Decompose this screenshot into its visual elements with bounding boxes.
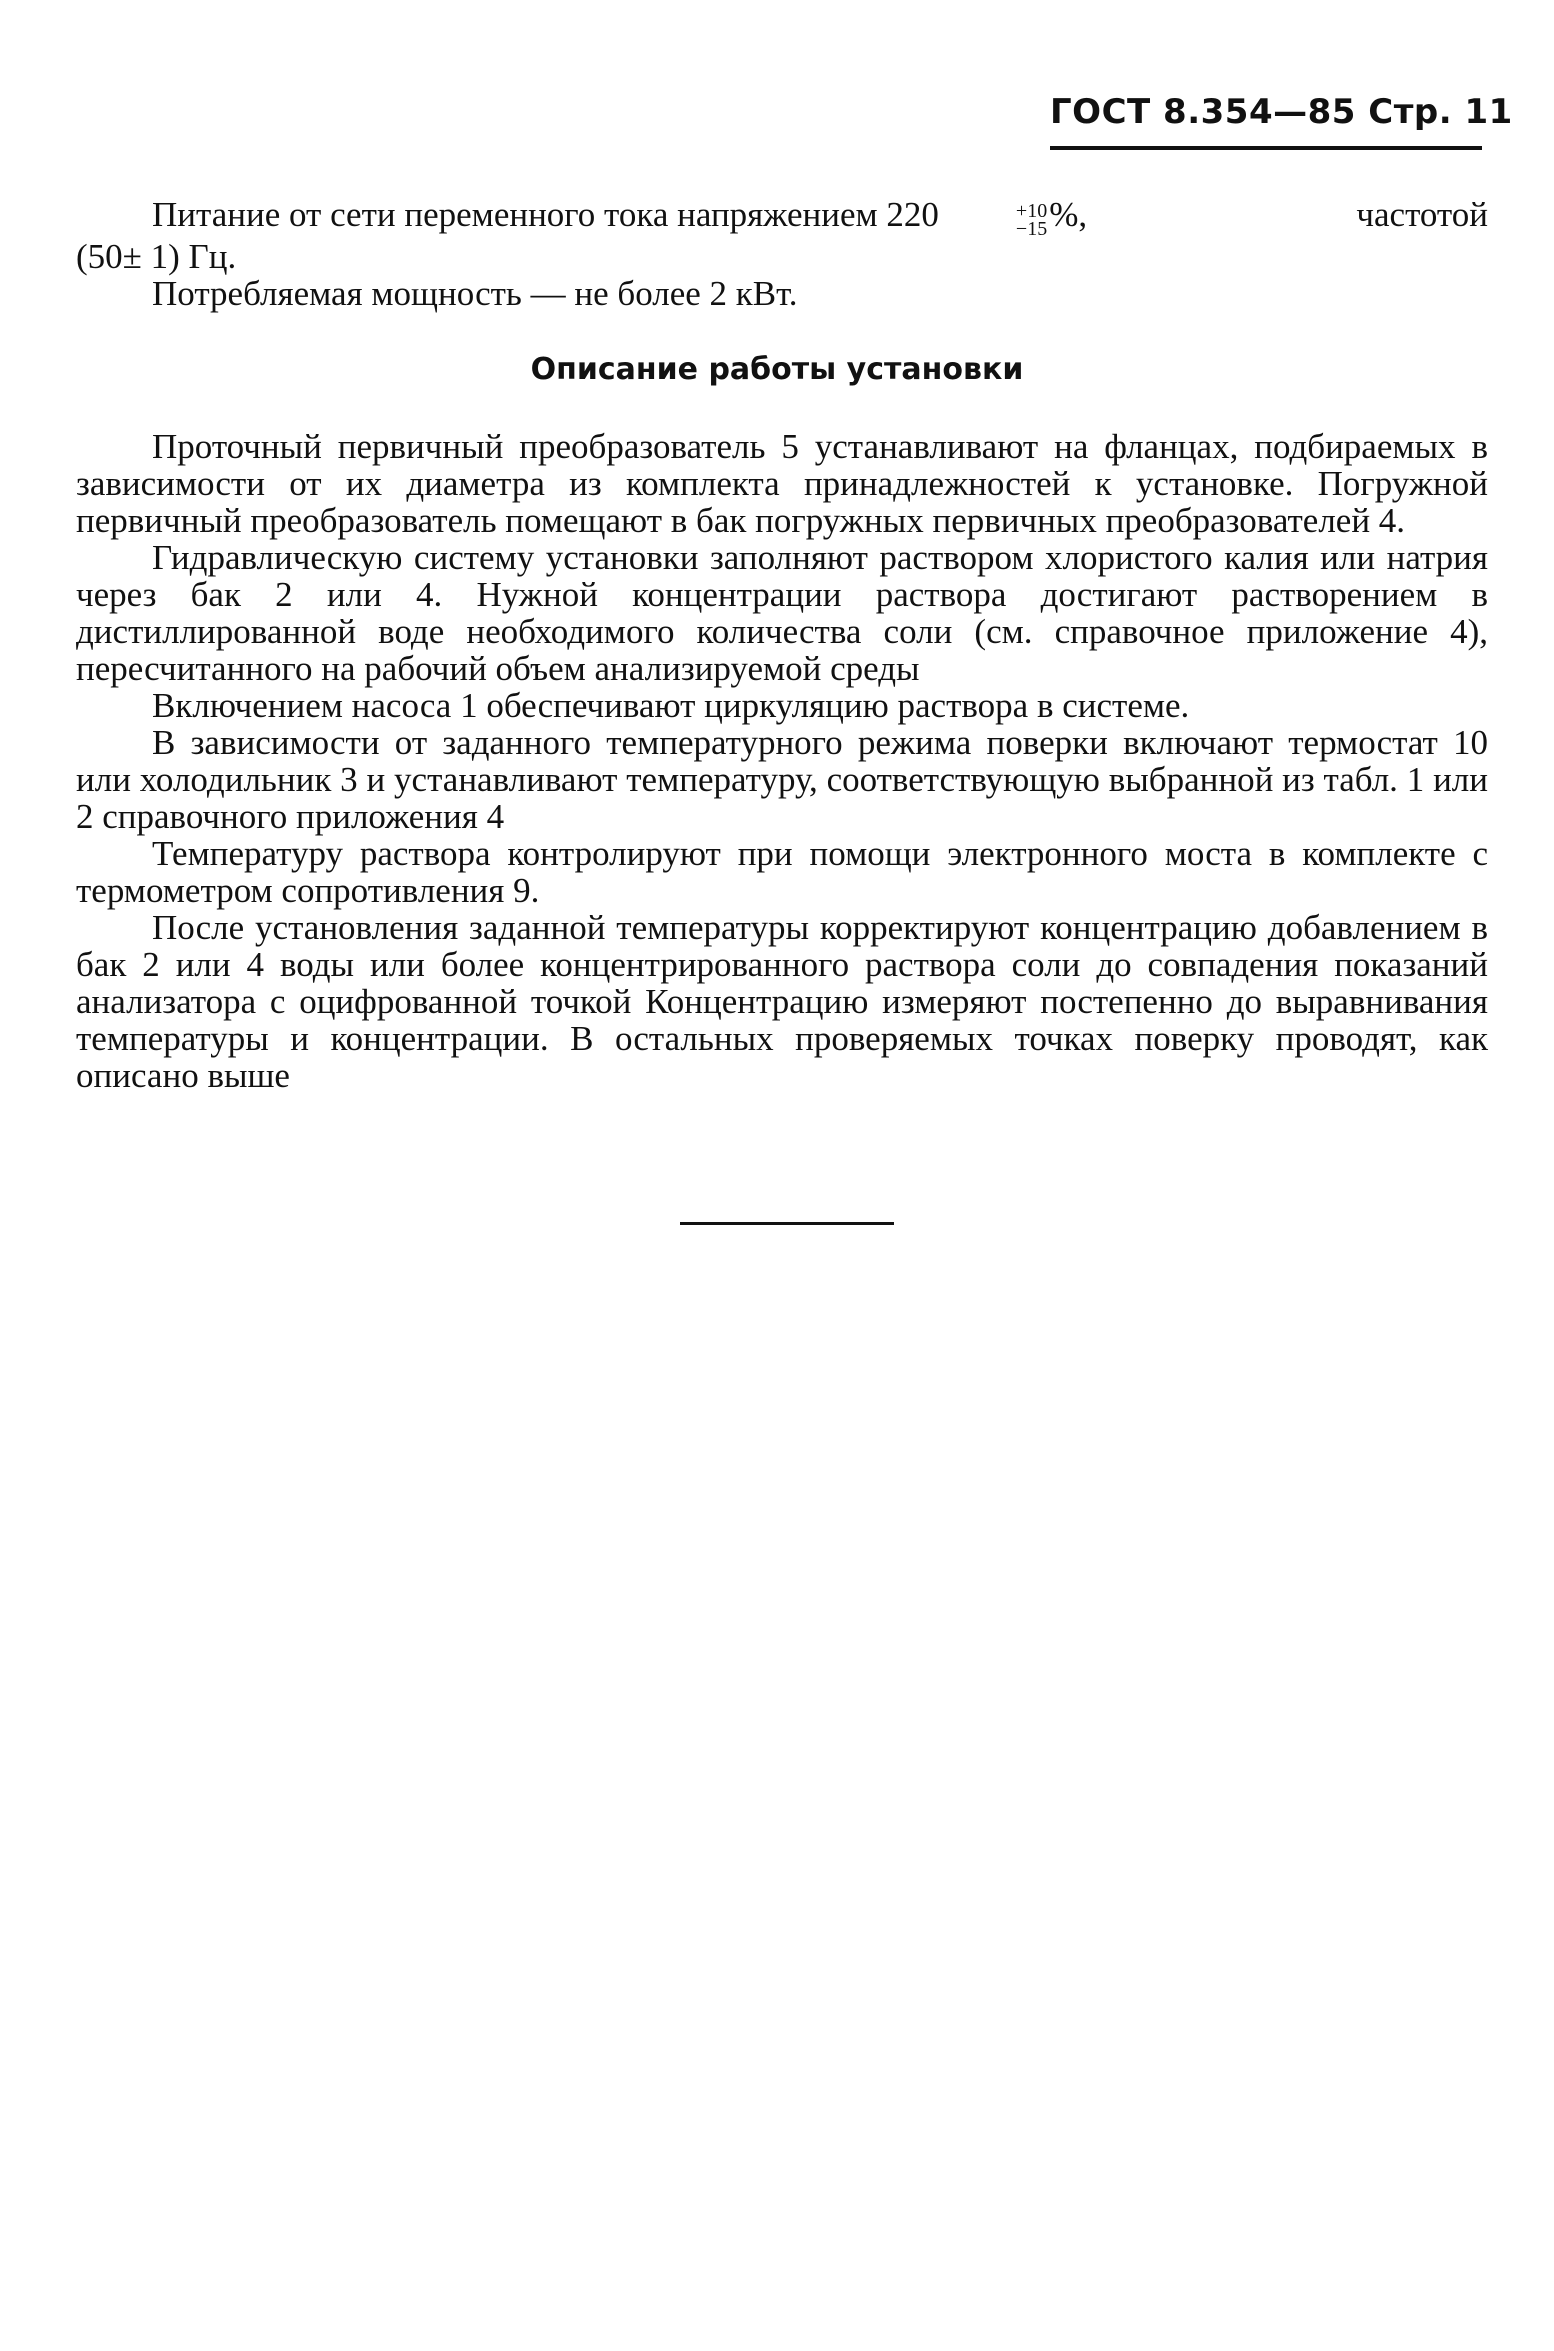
description-body [76, 428, 1488, 1094]
paragraph: Температуру раствора контролируют при помощи электронного моста в комплекте с термометром сопротивления 9. [76, 834, 1488, 910]
power-consumption: Потребляемая мощность — не более 2 кВт. [152, 274, 798, 313]
tolerance-lower: −15 [1015, 218, 1048, 240]
power-supply-text [76, 196, 1087, 238]
paragraph: Включением насоса 1 обеспечивают циркуляцию раствора в системе. [152, 686, 1190, 725]
paragraph: В зависимости от заданного температурного режима поверки включают термостат 10 или холодильник 3 и устанавливают температуру, соответствующую выбранной из табл. 1 или 2 справочного приложения 4 [76, 723, 1488, 836]
paragraph: Гидравлическую систему установки заполняют раствором хлористого калия или натрия через бак 2 или 4. Нужной концентрации раствора достигают растворением в дистиллированной воде необходимого количества соли (см. справочное приложение 4), пересчитанного на рабочий объем анализируемой среды [76, 538, 1488, 688]
power-supply-unit: %, [1049, 195, 1088, 234]
power-supply-line [76, 196, 1488, 238]
power-supply-prefix: Питание от сети переменного тока напряжением 220 [152, 195, 939, 234]
tolerance-upper: +10 [1015, 200, 1048, 222]
end-rule [680, 1222, 894, 1225]
header-rule [1050, 146, 1482, 150]
paragraph: Проточный первичный преобразователь 5 устанавливают на фланцах, подбираемых в зависимости от их диаметра из комплекта принадлежностей к установке. Погружной первичный преобразователь помещают в бак погружных первичных преобразователей 4. [76, 427, 1488, 540]
section-title: Описание работы установки [530, 352, 1024, 387]
intro-block [76, 196, 1488, 312]
frequency-value: (50± 1) Гц. [76, 237, 237, 276]
paragraph: После установления заданной температуры корректируют концентрацию добавлением в бак 2 или 4 воды или более концентрированного раствора соли до совпадения показаний анализатора с оцифрованной точкой Концентрацию измеряют постепенно до выравнивания температуры и концентрации. В остальных проверяемых точках поверку проводят, как описано выше [76, 908, 1488, 1095]
page-header: ГОСТ 8.354—85 Стр. 11 [1050, 92, 1513, 132]
power-supply-frequency-label: частотой [1356, 195, 1488, 234]
voltage-tolerance [940, 202, 1047, 238]
